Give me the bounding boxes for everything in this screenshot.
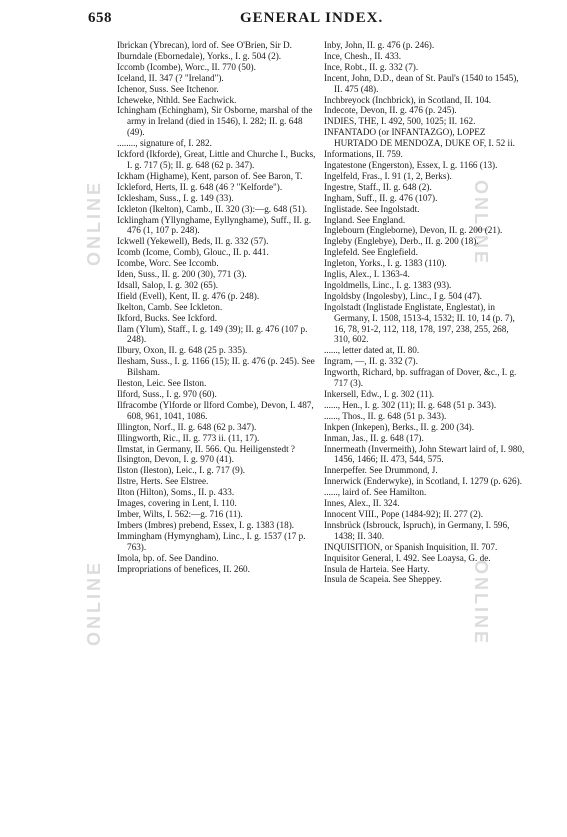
index-entry: Illingworth, Ric., II. g. 773 ii. (11, 17). xyxy=(117,432,260,443)
index-entry: Incent, John, D.D., dean of St. Paul's (1540 to 1545), II. 475 (48). xyxy=(324,72,519,94)
index-entry: Iccomb (Icombe), Worc., II. 770 (50). xyxy=(117,61,256,72)
index-entry: ......, Thos., II. g. 648 (51 p. 343). xyxy=(324,410,447,421)
index-entry: Ingland. See England. xyxy=(324,214,406,225)
index-entry: Ilesham, Suss., I. g. 1166 (15); II. g. 476 (p. 245). See Bilsham. xyxy=(117,356,315,378)
index-entry: Ince, Robt., II. g. 332 (7). xyxy=(324,61,419,72)
index-entry: INQUISITION, or Spanish Inquisition, II. 707. xyxy=(324,541,498,552)
index-entry: Ilam (Ylum), Staff., I. g. 149 (39); II. g. 476 (107 p. 248). xyxy=(117,323,308,345)
index-entry: Inby, John, II. g. 476 (p. 246). xyxy=(324,40,435,50)
index-entry: Innermeath (Invermeith), John Stewart laird of, I. 980, 1456, 1466; II. 473, 544, 575. xyxy=(324,443,525,465)
watermark-text: ONLINE xyxy=(471,180,491,267)
index-entry: Innerpeffer. See Drummond, J. xyxy=(324,465,438,476)
index-entry: Imbers (Imbres) prebend, Essex, I. g. 1383 (18). xyxy=(117,519,295,530)
page-title: GENERAL INDEX. xyxy=(240,10,384,26)
index-entry: Ingestre, Staff., II. g. 648 (2). xyxy=(324,181,432,192)
index-entry: Ilbury, Oxon, II. g. 648 (25 p. 335). xyxy=(117,345,248,356)
index-entry: Ingolstadt (Inglistade Englistate, Englestat), in Germany, I. 1508, 1513-4, 1532; II. 10, 14 (p. 7), 16, 78, 91-2, 112, 118, 178, 197, 238, 255, 268, 310, 602. xyxy=(324,301,515,345)
index-entry: Illington, Norf., II. g. 648 (62 p. 347). xyxy=(117,421,257,432)
watermark-text: ONLINE xyxy=(84,180,104,267)
index-entry: Inglis, Alex., I. 1363-4. xyxy=(324,269,410,280)
index-entry: Ilstre, Herts. See Elstree. xyxy=(117,476,209,487)
index-entry: Inglefeld. See Englefield. xyxy=(324,247,418,258)
index-entry: Ickford (Ikforde), Great, Little and Churche I., Bucks, I. g. 717 (5); II. g. 648 (62 p. 347). xyxy=(117,149,316,170)
left-index-column xyxy=(117,40,319,574)
index-entry: ......, Hen., I. g. 302 (11); II. g. 648 (51 p. 343). xyxy=(324,399,497,410)
index-entry: Icheweke, Nthld. See Eachwick. xyxy=(117,94,237,105)
index-entry: Ingleby (Englebye), Derb., II. g. 200 (18). xyxy=(324,236,479,247)
index-entry: ......, letter dated at, II. 80. xyxy=(324,345,420,356)
index-entry: Icomb (Icome, Comb), Glouc., II. p. 441. xyxy=(117,247,269,258)
index-entry: Impropriations of benefices, II. 260. xyxy=(117,563,250,574)
index-entry: Ikford, Bucks. See Ickford. xyxy=(117,312,218,323)
index-entry: Inglebourn (Engleborne), Devon, II. g. 200 (21). xyxy=(324,225,503,236)
index-entry: Inglistade. See Ingolstadt. xyxy=(324,203,420,214)
index-entry: INDIES, THE, I. 492, 500, 1025; II. 162. xyxy=(324,116,476,127)
index-entry: Imola, bp. of. See Dandino. xyxy=(117,552,219,563)
index-entry: Ingram, —, II. g. 332 (7). xyxy=(324,356,418,367)
watermark-text: ONLINE xyxy=(84,560,104,647)
index-entry: Ibrickan (Ybrecan), lord of. See O'Brien, Sir D. xyxy=(117,40,292,50)
index-entry: Ichingham (Echingham), Sir Osborne, marshal of the army in Ireland (died in 1546), I. 282; II. g. 648 (49). xyxy=(117,105,313,138)
index-entry: Insula de Scapeia. See Sheppey. xyxy=(324,574,442,585)
index-entry: Ingatestone (Engerston), Essex, I. g. 1166 (13). xyxy=(324,159,498,170)
index-entry: Ikelton, Camb. See Ickleton. xyxy=(117,301,223,312)
index-entry: Ickham (Highame), Kent, parson of. See Baron, T. xyxy=(117,170,303,181)
index-entry: Images, covering in Lent, I. 110. xyxy=(117,498,237,509)
index-entry: ......, laird of. See Hamilton. xyxy=(324,487,427,498)
index-entry: Inkpen (Inkepen), Berks., II. g. 200 (34). xyxy=(324,421,475,432)
index-entry: Ickleton (Ikelton), Camb., II. 320 (3):—g. 648 (51). xyxy=(117,203,308,214)
index-entry: Iburndale (Ebornedale), Yorks., I. g. 504 (2). xyxy=(117,50,282,61)
index-entry: Informations, II. 759. xyxy=(324,149,403,160)
index-entry: Ilston (Ileston), Leic., I. g. 717 (9). xyxy=(117,465,246,476)
index-entry: Innocent VIII., Pope (1484-92); II. 277 (2). xyxy=(324,508,484,519)
index-entry: Ichenor, Suss. See Itchenor. xyxy=(117,83,219,94)
page-number: 658 xyxy=(88,10,112,26)
index-entry: Ifield (Evell), Kent, II. g. 476 (p. 248). xyxy=(117,290,260,301)
index-entry: Inchbreyock (Inchbrick), in Scotland, II. 104. xyxy=(324,94,492,105)
index-entry: Ingham, Suff., II. g. 476 (107). xyxy=(324,192,438,203)
index-entry: Innes, Alex., II. 324. xyxy=(324,498,400,509)
index-entry: Ilsington, Devon, I. g. 970 (41). xyxy=(117,454,234,465)
index-entry: Ilton (Hilton), Soms., II. p. 433. xyxy=(117,487,235,498)
index-entry: Ingoldmells, Linc., I. g. 1383 (93). xyxy=(324,279,452,290)
index-entry: Indecote, Devon, II. g. 476 (p. 245). xyxy=(324,105,457,116)
index-entry: Insula de Harteia. See Harty. xyxy=(324,563,430,574)
index-entry: Icombe, Worc. See Iccomb. xyxy=(117,258,219,269)
index-entry: INFANTADO (or INFANTAZGO), LOPEZ HURTADO DE MENDOZA, DUKE OF, I. 52 ii. xyxy=(324,127,515,149)
index-entry: Iceland, II. 347 (? "Ireland"). xyxy=(117,72,224,83)
right-index-column xyxy=(324,40,526,585)
index-entry: Ingworth, Richard, bp. suffragan of Dover, &c., I. g. 717 (3). xyxy=(324,367,517,389)
index-entry: Inquisitor General, I. 492. See Loaysa, G. de. xyxy=(324,552,491,563)
index-entry: Icklesham, Suss., I. g. 149 (33). xyxy=(117,192,234,203)
index-entry: Immingham (Hymyngham), Linc., I. g. 1537 (17 p. 763). xyxy=(117,530,306,552)
index-entry: Ickwell (Yekewell), Beds, II. g. 332 (57). xyxy=(117,236,269,247)
index-entry: Ingoldsby (Ingolesby), Linc., I g. 504 (47). xyxy=(324,290,482,301)
index-entry: Innerwick (Enderwyke), in Scotland, I. 1279 (p. 626). xyxy=(324,476,522,487)
index-entry: Ileston, Leic. See Ilston. xyxy=(117,378,207,389)
index-entry: ........, signature of, I. 282. xyxy=(117,138,212,149)
index-entry: Inkersell, Edw., I. g. 302 (11). xyxy=(324,389,435,399)
index-entry: Ickleford, Herts, II. g. 648 (46 ? "Kelforde"). xyxy=(117,181,283,192)
page-header xyxy=(88,10,488,32)
index-entry: Ilmstat, in Germany, II. 566. Qu. Heiligenstedt ? xyxy=(117,443,296,454)
index-entry: Icklingham (Yllynghame, Eyllynghame), Suff., II. g. 476 (1, 107 p. 248). xyxy=(117,214,312,236)
index-entry: Ilford, Suss., I. g. 970 (60). xyxy=(117,389,217,399)
index-entry: Ingleton, Yorks., I. g. 1383 (110). xyxy=(324,258,447,269)
index-entry: Idsall, Salop, I. g. 302 (65). xyxy=(117,279,219,290)
index-entry: Imber, Wilts, I. 562:—g. 716 (11). xyxy=(117,508,243,519)
index-entry: Ingelfeld, Fras., I. 91 (1, 2, Berks). xyxy=(324,170,452,181)
index-entry: Ince, Chesh., II. 433. xyxy=(324,50,402,61)
index-entry: Innsbrück (Isbrouck, Ispruch), in Germany, I. 596, 1438; II. 340. xyxy=(324,519,510,541)
watermark-text: ONLINE xyxy=(471,560,491,647)
index-entry: Iden, Suss., II. g. 200 (30), 771 (3). xyxy=(117,269,247,280)
index-entry: Ilfracombe (Ylforde or Ilford Combe), Devon, I. 487, 608, 961, 1041, 1086. xyxy=(117,399,314,421)
index-entry: Inman, Jas., II. g. 648 (17). xyxy=(324,432,424,443)
